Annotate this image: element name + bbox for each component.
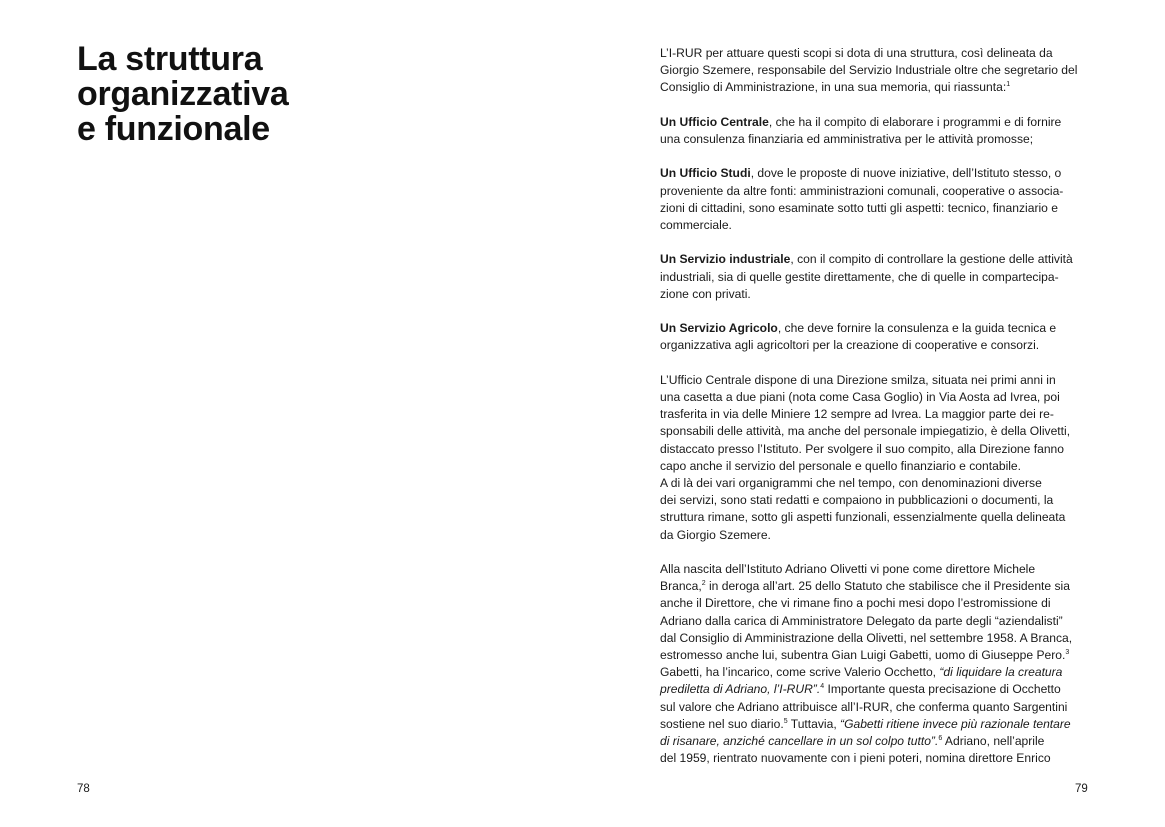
text-segment: organizzativa agli agricoltori per la creazione di cooperative e consorzi. [660, 338, 1040, 353]
text-line [660, 458, 1092, 475]
text-line [660, 114, 1092, 131]
text-line [660, 165, 1092, 182]
text-segment: Gabetti, ha l’incarico, come scrive Valerio Occhetto, [660, 665, 940, 680]
text-segment: del 1959, rientrato nuovamente con i pieni poteri, nomina direttore Enrico [660, 751, 1051, 766]
text-line [660, 423, 1092, 440]
page-number-left: 78 [77, 783, 90, 795]
text-segment: Branca, [660, 579, 702, 594]
paragraph [660, 45, 1092, 97]
chapter-title-line: La struttura [77, 40, 263, 78]
text-segment: , con il compito di controllare la gestione delle attività [790, 252, 1073, 267]
chapter-title-line: organizzativa [77, 75, 289, 113]
bold-term: Un Servizio industriale [660, 252, 791, 267]
text-line [660, 79, 1092, 96]
page-number-right: 79 [1075, 783, 1088, 795]
text-line [660, 62, 1092, 79]
text-segment: Importante questa precisazione di Occhetto [824, 682, 1061, 697]
text-segment: distaccato presso l’Istituto. Per svolgere il suo compito, alla Direzione fanno [660, 441, 1064, 456]
paragraph [660, 561, 1092, 767]
footnote-ref: 4 [820, 683, 825, 691]
text-segment: dei servizi, sono stati redatti e compaiono in pubblicazioni o documenti, la [660, 493, 1054, 508]
paragraph [660, 251, 1092, 303]
paragraph [660, 114, 1092, 148]
text-line [660, 389, 1092, 406]
text-segment: L’Ufficio Centrale dispone di una Direzione smilza, situata nei primi anni in [660, 372, 1056, 387]
text-line [660, 716, 1092, 733]
text-segment: struttura rimane, sotto gli aspetti funzionali, essenzialmente quella delineata [660, 510, 1066, 525]
text-line [660, 406, 1092, 423]
text-segment: da Giorgio Szemere. [660, 527, 771, 542]
text-line [660, 183, 1092, 200]
text-segment: industriali, sia di quelle gestite direttamente, che di quelle in compartecipa- [660, 269, 1059, 284]
text-line [660, 337, 1092, 354]
text-segment: A di là dei vari organigrammi che nel tempo, con denominazioni diverse [660, 476, 1042, 490]
text-line [660, 699, 1092, 716]
text-segment: dal Consiglio di Amministrazione della Olivetti, nel settembre 1958. A Branca, [660, 630, 1073, 645]
text-line [660, 492, 1092, 509]
text-segment: commerciale. [660, 218, 732, 232]
footnote-ref: 6 [938, 735, 943, 743]
footnote-ref: 1 [1006, 81, 1011, 89]
text-segment: Consiglio di Amministrazione, in una sua memoria, qui riassunta: [660, 80, 1007, 95]
text-line [660, 681, 1092, 698]
text-segment: zione con privati. [660, 286, 751, 301]
text-segment: Tuttavia, [787, 716, 841, 731]
text-line [660, 509, 1092, 526]
text-line [660, 269, 1092, 286]
text-segment: zioni di cittadini, sono esaminate sotto tutti gli aspetti: tecnico, finanziario e [660, 200, 1058, 215]
text-line [660, 527, 1092, 544]
text-segment: una casetta a due piani (nota come Casa Goglio) in Via Aosta ad Ivrea, poi [660, 389, 1060, 404]
bold-term: Un Ufficio Centrale [660, 114, 769, 129]
right-page [582, 0, 1165, 827]
text-line [660, 595, 1092, 612]
chapter-title [77, 42, 289, 147]
quotation: “di liquidare la creatura [939, 665, 1063, 680]
text-line [660, 578, 1092, 595]
text-line [660, 561, 1092, 578]
paragraph [660, 165, 1092, 234]
text-segment: anche il Direttore, che vi rimane fino a pochi mesi dopo l’estromissione di [660, 596, 1051, 611]
text-segment: una consulenza finanziaria ed amministrativa per le attività promosse; [660, 132, 1034, 146]
paragraph [660, 372, 1092, 544]
text-line [660, 251, 1092, 268]
text-line [660, 131, 1092, 148]
text-segment: Adriano, nell’aprile [942, 734, 1045, 749]
text-line [660, 45, 1092, 62]
text-line [660, 664, 1092, 681]
text-segment: , dove le proposte di nuove iniziative, dell’Istituto stesso, o [750, 166, 1062, 181]
text-line [660, 200, 1092, 217]
chapter-title-line: e funzionale [77, 110, 270, 148]
bold-term: Un Ufficio Studi [660, 166, 751, 181]
quotation: prediletta di Adriano, l’I-RUR”. [660, 682, 821, 697]
text-line [660, 733, 1092, 750]
text-segment: trasferita in via delle Miniere 12 sempre ad Ivrea. La maggior parte dei re- [660, 407, 1054, 422]
text-line [660, 750, 1092, 767]
text-segment: Giorgio Szemere, responsabile del Servizio Industriale oltre che segretario del [660, 63, 1078, 78]
text-segment: in deroga all’art. 25 dello Statuto che stabilisce che il Presidente sia [705, 579, 1070, 594]
text-segment: , che ha il compito di elaborare i programmi e di fornire [768, 114, 1062, 129]
text-segment: estromesso anche lui, subentra Gian Luigi Gabetti, uomo di Giuseppe Pero. [660, 648, 1066, 663]
quotation: “Gabetti ritiene invece più razionale tentare [840, 716, 1071, 731]
left-page [0, 0, 582, 827]
text-segment: sostiene nel suo diario. [660, 716, 784, 731]
paragraph [660, 320, 1092, 354]
footnote-ref: 3 [1065, 649, 1070, 657]
text-segment: Adriano dalla carica di Amministratore Delegato da parte degli “aziendalisti” [660, 613, 1063, 628]
text-line [660, 286, 1092, 303]
text-line [660, 630, 1092, 647]
text-segment: Alla nascita dell’Istituto Adriano Olivetti vi pone come direttore Michele [660, 562, 1036, 576]
text-segment: sul valore che Adriano attribuisce all’I-RUR, che conferma quanto Sargentini [660, 699, 1068, 714]
footnote-ref: 5 [783, 717, 788, 725]
text-line [660, 475, 1092, 492]
quotation: di risanare, anziché cancellare in un sol colpo tutto”. [660, 734, 939, 749]
bold-term: Un Servizio Agricolo [660, 321, 778, 336]
text-segment: capo anche il servizio del personale e quello finanziario e contabile. [660, 458, 1022, 473]
text-segment: sponsabili delle attività, ma anche del personale impiegatizio, è della Olivetti, [660, 424, 1071, 439]
footnote-ref: 2 [701, 580, 706, 588]
text-line [660, 217, 1092, 234]
text-segment: proveniente da altre fonti: amministrazioni comunali, cooperative o associa- [660, 183, 1064, 198]
text-line [660, 372, 1092, 389]
body-text [660, 45, 1092, 785]
text-line [660, 320, 1092, 337]
text-line [660, 613, 1092, 630]
text-line [660, 441, 1092, 458]
text-segment: , che deve fornire la consulenza e la guida tecnica e [777, 321, 1057, 336]
text-line [660, 647, 1092, 664]
text-segment: L’I-RUR per attuare questi scopi si dota di una struttura, così delineata da [660, 46, 1053, 60]
